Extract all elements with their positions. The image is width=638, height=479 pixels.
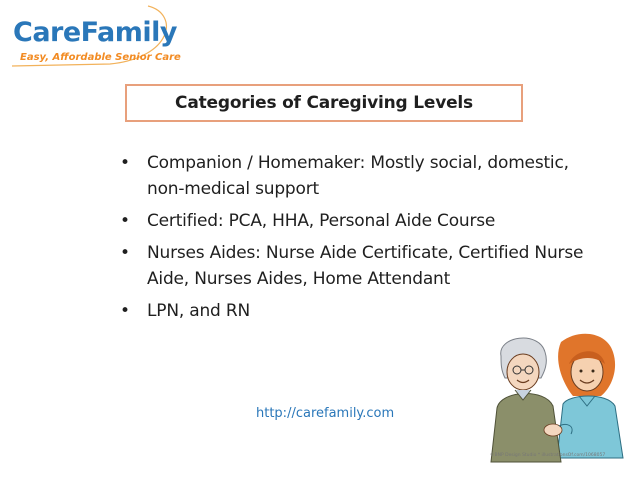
carefamily-logo [0, 0, 200, 90]
bullet-text: Nurses Aides: Nurse Aide Certificate, Certified Nurse Aide, Nurses Aides, Home Attendant [147, 243, 584, 289]
bullet-item [117, 150, 597, 202]
bullet-dot-icon: • [120, 211, 130, 231]
bullet-text: Certified: PCA, HHA, Personal Aide Course [147, 211, 496, 231]
bullet-item [117, 208, 597, 234]
slide-title-box [125, 84, 523, 122]
source-link[interactable]: http://carefamily.com [256, 406, 395, 421]
bullet-text: LPN, and RN [147, 301, 250, 321]
slide-title: Categories of Caregiving Levels [175, 93, 473, 113]
logo-tagline: Easy, Affordable Senior Care [20, 52, 181, 63]
logo-wordmark-care: Care [13, 17, 81, 48]
logo-wordmark-family: Family [80, 17, 177, 48]
bullet-dot-icon: • [120, 243, 130, 263]
bullet-text: Companion / Homemaker: Mostly social, domestic, non-medical support [147, 153, 569, 199]
bullet-item [117, 298, 597, 324]
logo-wordmark [13, 18, 177, 48]
caregiver-and-senior-illustration [483, 326, 631, 472]
bullet-dot-icon: • [120, 301, 130, 321]
bullet-dot-icon: • [120, 153, 130, 173]
bullet-list [117, 150, 597, 330]
bullet-item [117, 240, 597, 292]
illustration-credit: ©BNP Design Studio * illustrationsOf.com/1068057 [490, 453, 606, 458]
